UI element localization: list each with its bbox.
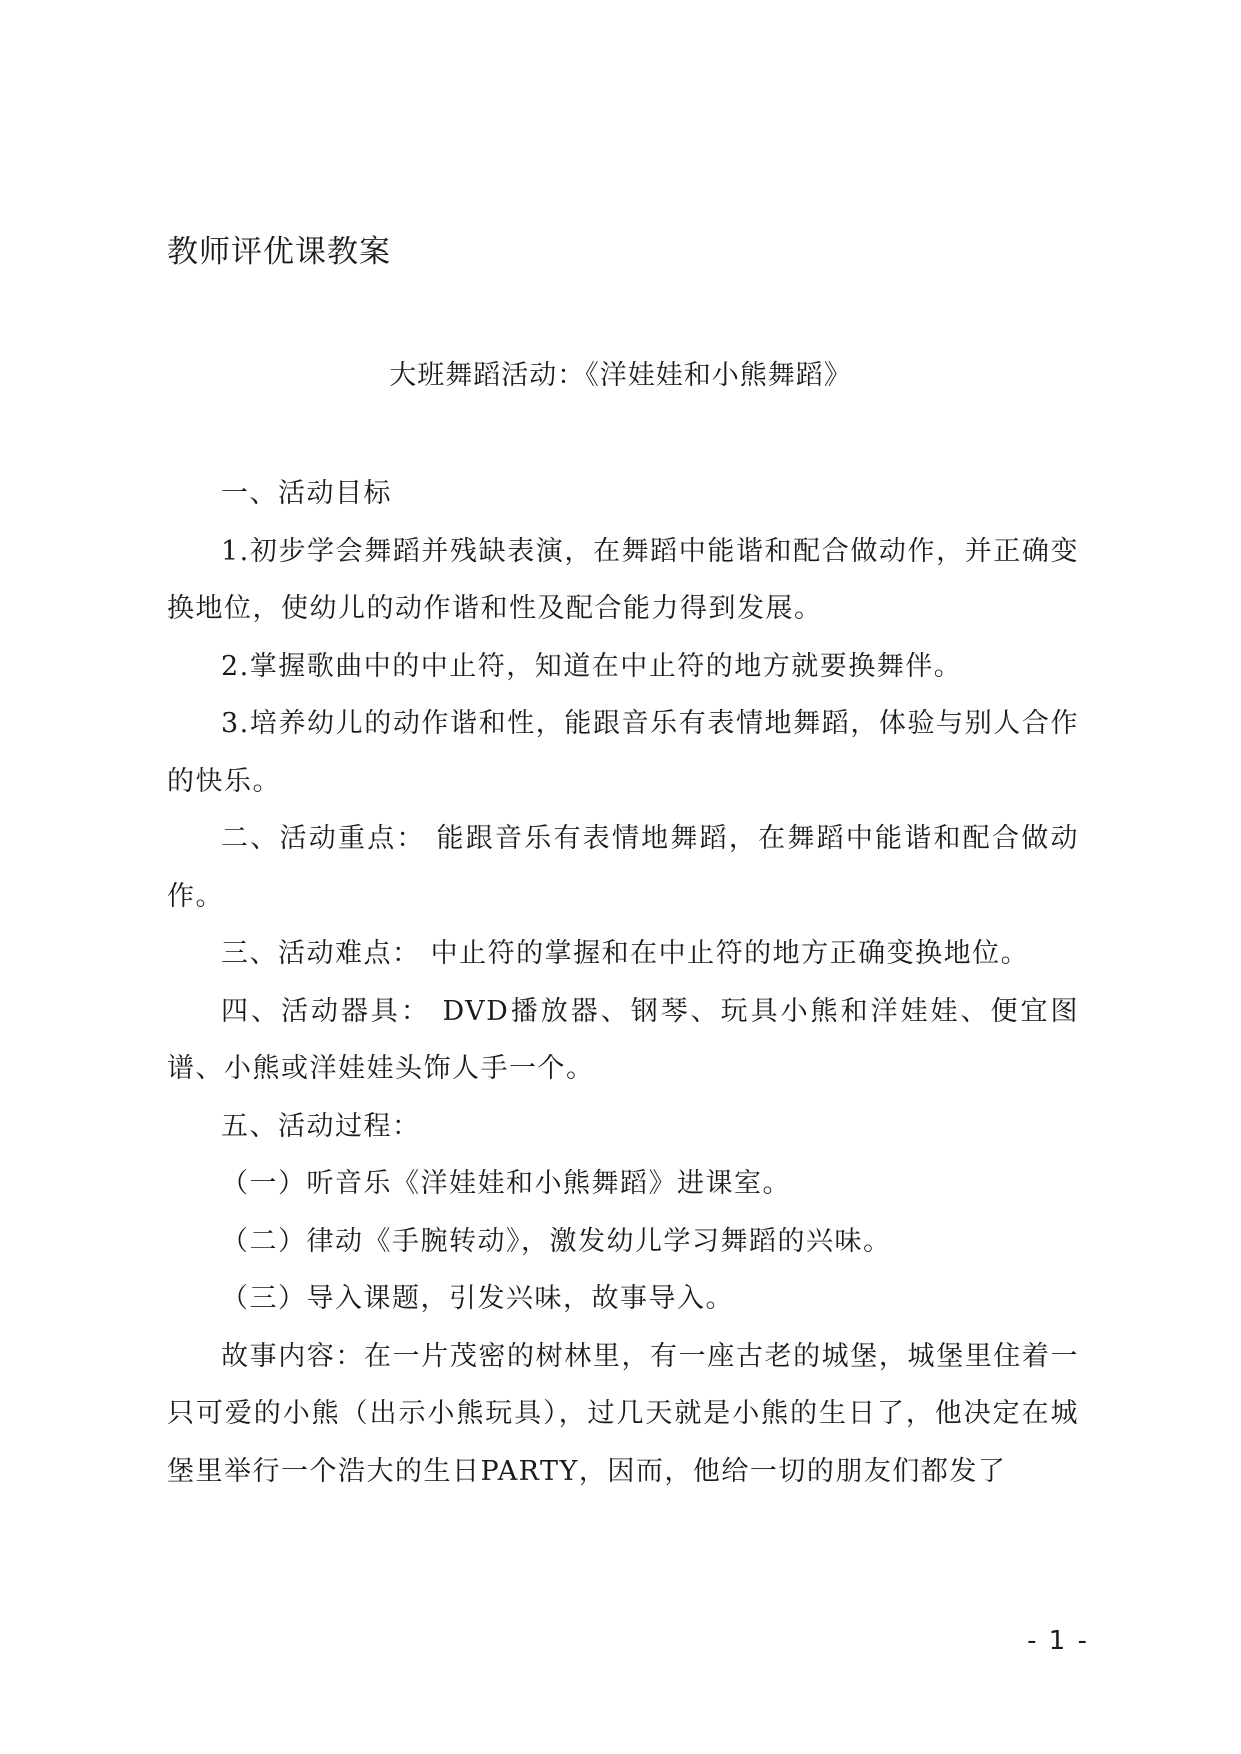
section-difficulties: 三、活动难点： 中止符的掌握和在中止符的地方正确变换地位。 xyxy=(221,938,1030,969)
page-number: - 1 - xyxy=(1027,1626,1089,1656)
section-materials: 四、活动器具： DVD播放器、钢琴、玩具小熊和洋娃娃、便宜图谱、小熊或洋娃娃头饰人手一个。 xyxy=(167,995,1079,1084)
lesson-title: 大班舞蹈活动：《洋娃娃和小熊舞蹈》 xyxy=(389,360,852,391)
section-heading-process: 五、活动过程： xyxy=(221,1110,421,1142)
process-step: （三）导入课题，引发兴味，故事导入。 xyxy=(221,1283,734,1314)
story-content: 故事内容：在一片茂密的树林里，有一座古老的城堡，城堡里住着一只可爱的小熊（出示小熊玩具），过几天就是小熊的生日了，他决定在城堡里举行一个浩大的生日PARTY，因而，他给一切的朋友们都发了 xyxy=(167,1340,1079,1487)
objective-item: 2.掌握歌曲中的中止符，知道在中止符的地方就要换舞伴。 xyxy=(221,650,963,682)
section-key-points: 二、活动重点： 能跟音乐有表情地舞蹈，在舞蹈中能谐和配合做动作。 xyxy=(167,823,1079,912)
objective-item: 3.培养幼儿的动作谐和性，能跟音乐有表情地舞蹈，体验与别人合作的快乐。 xyxy=(167,708,1079,797)
objective-item: 1.初步学会舞蹈并残缺表演，在舞蹈中能谐和配合做动作，并正确变换地位，使幼儿的动作谐和性及配合能力得到发展。 xyxy=(167,535,1079,624)
process-step: （二）律动《手腕转动》，激发幼儿学习舞蹈的兴味。 xyxy=(221,1225,892,1257)
process-step: （一）听音乐《洋娃娃和小熊舞蹈》进课室。 xyxy=(221,1168,791,1199)
lesson-body xyxy=(167,465,1079,1500)
document-header: 教师评优课教案 xyxy=(167,234,391,270)
section-heading-objectives: 一、活动目标 xyxy=(221,478,392,509)
